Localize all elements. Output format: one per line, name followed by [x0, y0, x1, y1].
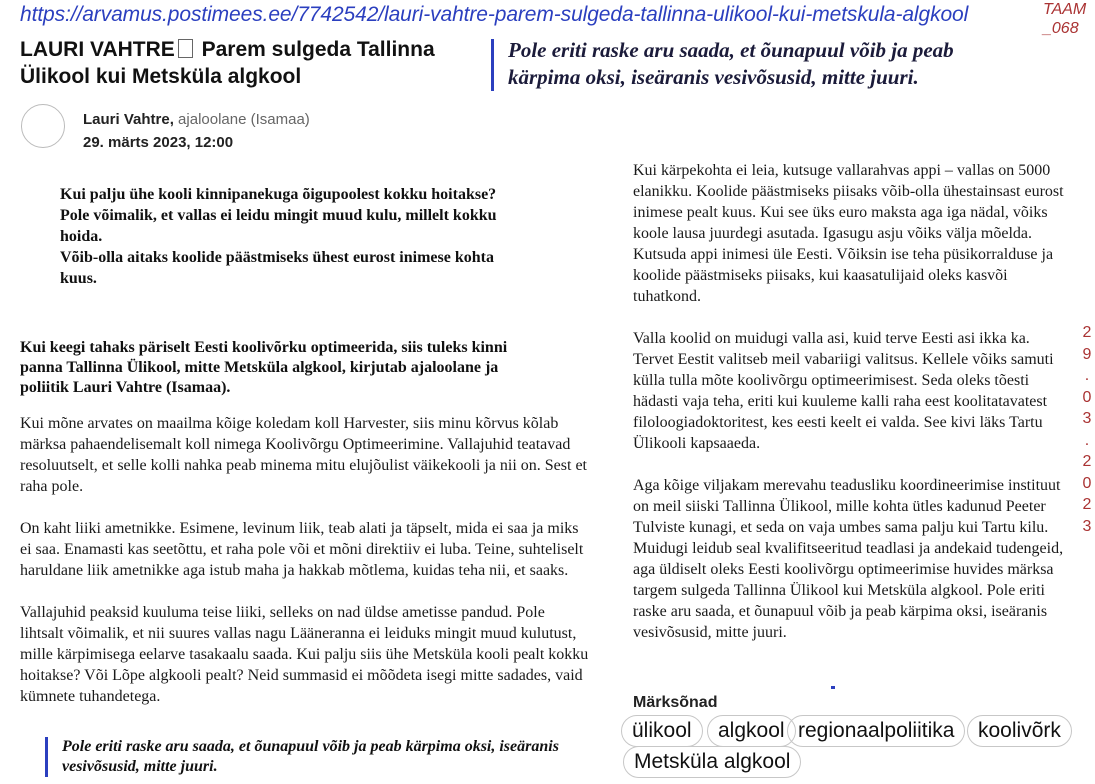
decorative-dot	[831, 686, 835, 689]
body-paragraph: Kui kärpekohta ei leia, kutsuge vallarahvas appi – vallas on 5000 elanikku. Koolide päästmiseks piisaks võib-olla ühestainsast eurost inimese pealt kuus. Kui see üks euro maksta aga iga nädal, võiks koole lausa juurdegi asutada. Igasugu asju võiks välja mõelda. Kutsuda appi inimesi üle Eesti. Võiksin ise teha püsikorralduse ja koolide päästmiseks piisaks, kui kaasatulijaid oleks kasvõi tuhatkond.	[633, 162, 1064, 305]
keyword-tag[interactable]: Metsküla algkool	[623, 746, 801, 778]
avatar[interactable]	[21, 104, 65, 148]
author-name[interactable]: Lauri Vahtre,	[83, 111, 174, 128]
body-paragraph: Aga kõige viljakam merevahu teadusliku koordineerimise instituut on meil siiski Tallinna Ülikool, mille kohta ütles kadunud Peeter Tulviste kunagi, et seda on vaja umbes sama palju kui Tartu kilu. Muidugi leidub seal kvalifitseeritud teadlasi ja andekaid tudengeid, aga üldiselt oleks Eesti koolivõrgu optimeerimise huvides märksa targem sulgeda Tallinna Ülikool kui Metsküla algkool. Pole eriti raske aru saada, et õunapuul võib ja peab kärpima oksi, iseäranis vesivõsusid, mitte juuri.	[633, 477, 1064, 641]
body-paragraph: Kui mõne arvates on maailma kõige koledam koll Harvester, siis minu kõrvus kõlab märksa pahaendelisemalt koll nimega Koolivõrgu Optimeerimine. Vallajuhid teatavad resoluutselt, et selle kolli nahka peab minema mitu elujõulist väikekooli ja nii on. Sest et raha pole.	[20, 415, 587, 495]
summary-item: Võib-olla aitaks koolide päästmiseks ühest eurost inimese kohta kuus.	[60, 249, 494, 287]
date-char: 9	[1082, 345, 1092, 363]
headline-author: LAURI VAHTRE	[20, 38, 175, 61]
archive-code: TAAM _068	[1043, 1, 1087, 37]
date-char: 2	[1082, 324, 1092, 341]
author-block	[83, 108, 310, 154]
publish-date: 29. märts 2023, 12:00	[83, 134, 234, 151]
headline	[20, 36, 460, 90]
side-date-stamp	[1080, 322, 1094, 537]
summary-points	[60, 184, 500, 289]
keyword-tag[interactable]: algkool	[707, 715, 796, 747]
date-char: 2	[1082, 453, 1092, 470]
article-body-right	[633, 160, 1073, 664]
date-char: 3	[1082, 517, 1092, 535]
article-url[interactable]: https://arvamus.postimees.ee/7742542/lauri-vahtre-parem-sulgeda-tallinna-ulikool-kui-metskula-algkool	[20, 3, 969, 26]
date-char: .	[1084, 431, 1090, 449]
body-paragraph: Vallajuhid peaksid kuuluma teise liiki, selleks on nad üldse ametisse pandud. Pole lihtsalt võimalik, et nii suures vallas nagu Lääneranna ei leiduks mingit muud kulutust, mille kärpimisega eelarve tasakaalu saada. Kui palju siis ühe Metsküla kooli pealt kokku hoitakse? Või Lõpe algkooli pealt? Neid summasid ei mõõdeta isegi mitte sadades, vaid kümnete tuhandetega.	[20, 604, 589, 705]
body-paragraph: Valla koolid on muidugi valla asi, kuid terve Eesti asi ikka ka. Tervet Eestit valitseb meil vabariigi valitsus. Kellele võiks samuti külla tulla mõte koolivõrgu optimeerimisest. Seda oleks tõesti hädasti vaja teha, eriti kui kuuleme kalli raha eest koolitatavatest filoloogiadoktoritest, kes eesti keelt ei valda. See kivi läks Tartu Ülikooli kapsaaeda.	[633, 330, 1054, 452]
pull-quote-bar	[45, 737, 48, 777]
body-paragraph: On kaht liiki ametnikke. Esimene, levinum liik, teab alati ja täpselt, mida ei saa ja miks ei saa. Enamasti kas seetõttu, et raha pole või et mõni direktiiv ei luba. Teine, suhteliselt haruldane liik ametnikke aga istub maha ja hakkab mõtlema, kuidas teha nii, et saaks.	[20, 520, 584, 579]
article-lead: Kui keegi tahaks päriselt Eesti koolivõrku optimeerida, siis tuleks kinni panna Tallinna Ülikool, mitte Metsküla algkool, kirjutab ajaloolane ja poliitik Lauri Vahtre (Isamaa).	[20, 339, 508, 396]
article-body-left	[20, 413, 590, 728]
pull-quote-bottom: Pole eriti raske aru saada, et õunapuul võib ja peab kärpima oksi, iseäranis vesivõsusid, mitte juuri.	[62, 738, 559, 775]
date-char: 2	[1082, 496, 1092, 513]
missing-glyph-icon	[178, 39, 193, 58]
date-char: 0	[1082, 388, 1092, 406]
keyword-tag[interactable]: koolivõrk	[967, 715, 1072, 747]
date-char: 0	[1082, 474, 1092, 492]
summary-item: Pole võimalik, et vallas ei leidu mingit muud kulu, millelt kokku hoida.	[60, 207, 497, 245]
pull-quote-bar	[491, 39, 494, 91]
keywords-title: Märksõnad	[633, 694, 718, 711]
date-char: 3	[1082, 410, 1092, 427]
author-role: ajaloolane (Isamaa)	[178, 111, 310, 128]
keyword-tag[interactable]: ülikool	[621, 715, 703, 747]
date-char: .	[1084, 367, 1090, 384]
pull-quote-top: Pole eriti raske aru saada, et õunapuul võib ja peab kärpima oksi, iseäranis vesivõsusid, mitte juuri.	[508, 38, 954, 89]
keyword-tag[interactable]: regionaalpoliitika	[787, 715, 965, 747]
summary-item: Kui palju ühe kooli kinnipanekuga õigupoolest kokku hoitakse?	[60, 186, 497, 203]
headline-title: Parem sulgeda Tallinna Ülikool kui Metsküla algkool	[20, 38, 435, 88]
